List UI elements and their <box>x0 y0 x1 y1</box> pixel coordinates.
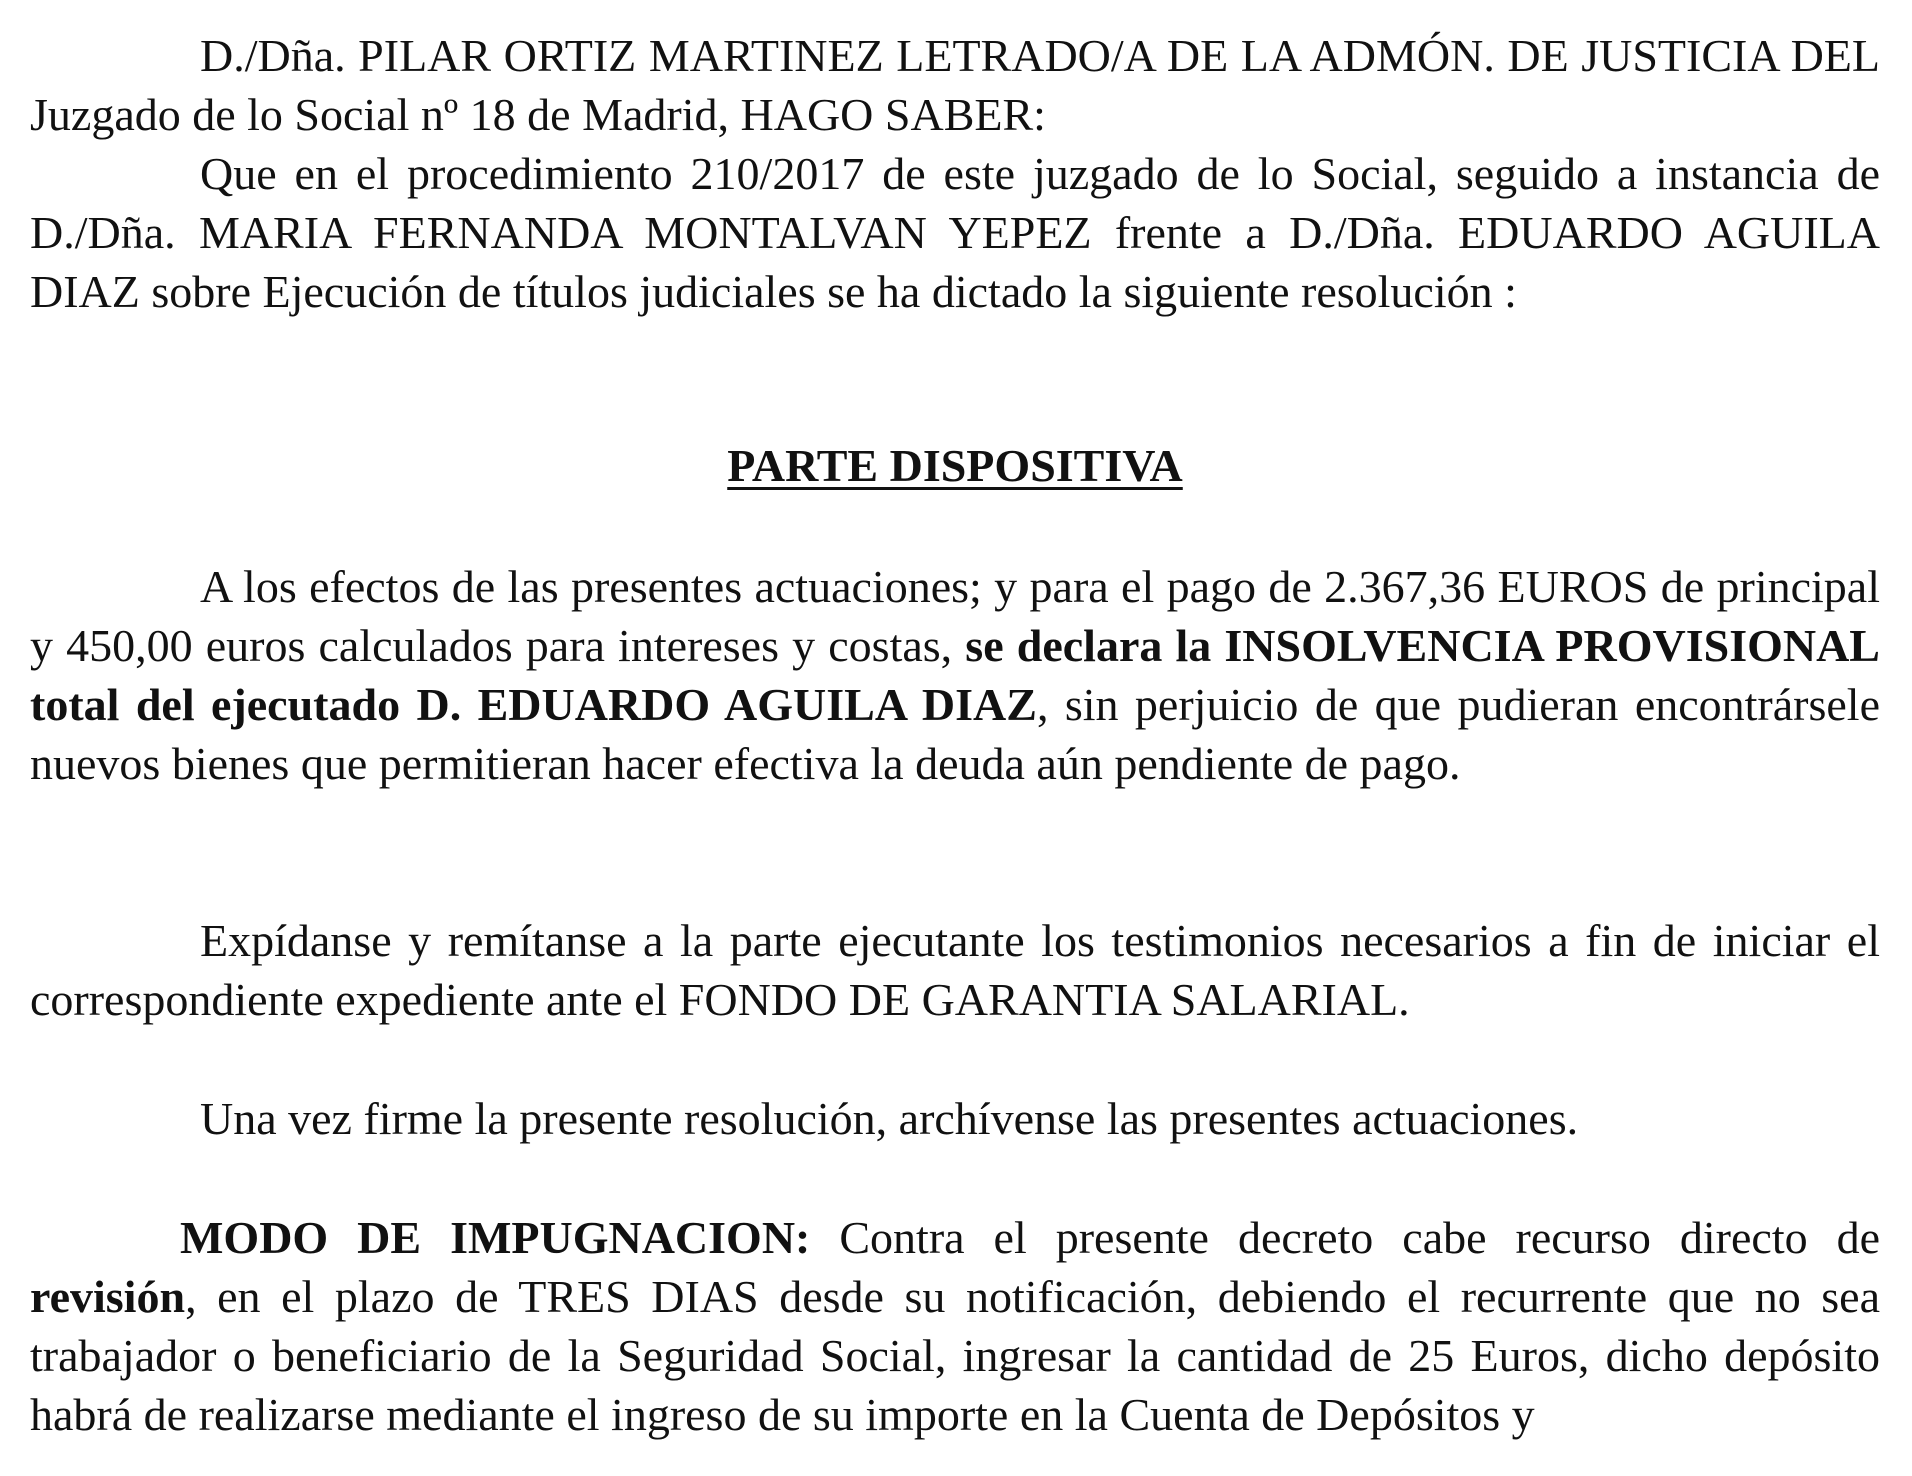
dispositive-text-end: , sin perjuicio de que pudieran encontrársele nuevos bienes que permitieran hacer efectiva la deuda aún pendiente de pago. <box>30 679 1880 789</box>
dispositive-text-start: A los efectos de las presentes actuaciones; y para el pago de 2.367,36 EUROS de principal y 450,00 euros calculados para intereses y costas, <box>30 561 1880 671</box>
testimonios-paragraph <box>30 911 1880 1029</box>
dispositive-bold-text: se declara la INSOLVENCIA PROVISIONAL total del ejecutado D. EDUARDO AGUILA DIAZ <box>30 620 1880 730</box>
impugnacion-text-1: Contra el presente decreto cabe recurso directo de <box>810 1212 1880 1263</box>
dispositive-paragraph <box>30 557 1880 793</box>
archive-text: Una vez firme la presente resolución, archívense las presentes actuaciones. <box>200 1093 1579 1144</box>
archive-paragraph <box>30 1089 1880 1148</box>
document-page <box>30 26 1880 1444</box>
section-heading: PARTE DISPOSITIVA <box>727 440 1183 491</box>
impugnacion-paragraph <box>30 1208 1880 1444</box>
intro-text: D./Dña. PILAR ORTIZ MARTINEZ LETRADO/A DE LA ADMÓN. DE JUSTICIA DEL Juzgado de lo Social nº 18 de Madrid, HAGO SABER: <box>30 30 1880 140</box>
intro-paragraph <box>30 26 1880 144</box>
procedure-text: Que en el procedimiento 210/2017 de este juzgado de lo Social, seguido a instancia de D./Dña. MARIA FERNANDA MONTALVAN YEPEZ frente a D./Dña. EDUARDO AGUILA DIAZ sobre Ejecución de títulos judiciales se ha dictado la siguiente resolución : <box>30 148 1880 317</box>
procedure-paragraph <box>30 144 1880 321</box>
impugnacion-label: MODO DE IMPUGNACION: <box>180 1212 811 1263</box>
impugnacion-text-2: , en el plazo de TRES DIAS desde su notificación, debiendo el recurrente que no sea trabajador o beneficiario de la Seguridad Social, ingresar la cantidad de 25 Euros, dicho depósito habrá de realizarse mediante el ingreso de su importe en la Cuenta de Depósitos y <box>30 1271 1880 1440</box>
testimonios-text: Expídanse y remítanse a la parte ejecutante los testimonios necesarios a fin de iniciar el correspondiente expediente ante el FONDO DE GARANTIA SALARIAL. <box>30 915 1880 1025</box>
impugnacion-bold-word: revisión <box>30 1271 186 1322</box>
